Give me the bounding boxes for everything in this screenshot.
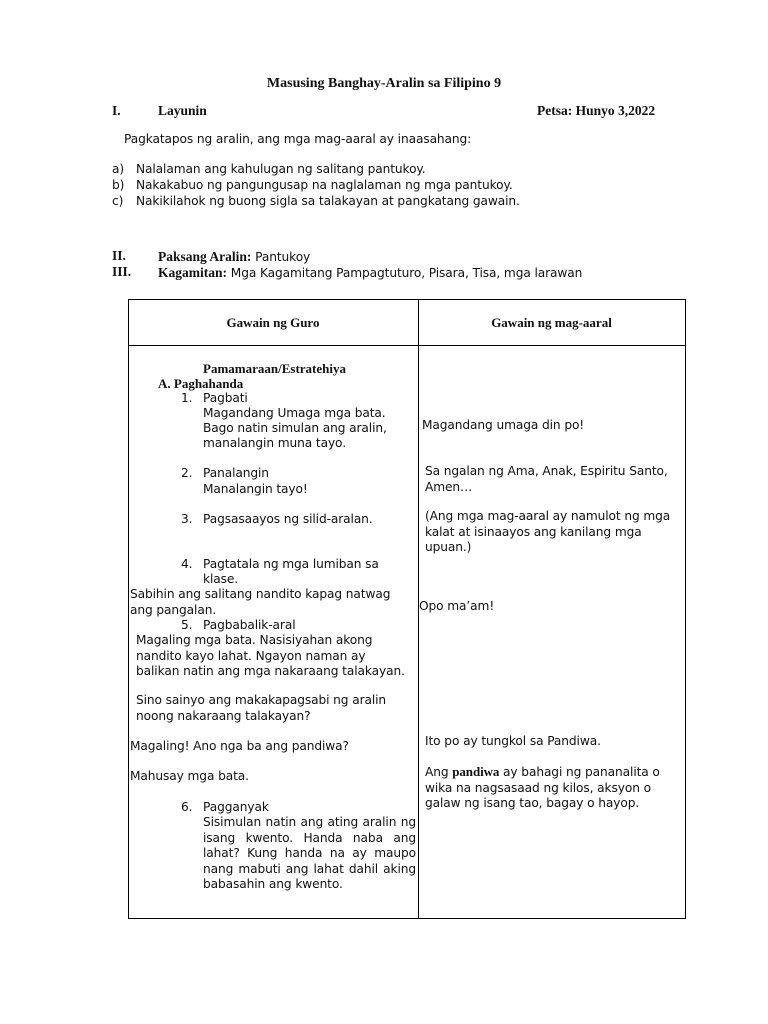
- part-a-heading: A. Paghahanda: [158, 376, 244, 391]
- intro-text: Pagkatapos ng aralin, ang mga mag-aaral ay inaasahang:: [124, 132, 472, 146]
- step-title: Pagtatala ng mga lumiban sa: [203, 557, 379, 571]
- section-number: II.: [112, 248, 126, 263]
- student-pandiwa-definition: [425, 764, 677, 812]
- student-present: Opo ma’am!: [419, 599, 495, 613]
- praise-text: Mahusay mga bata.: [130, 769, 249, 783]
- objective-letter: c): [112, 194, 124, 208]
- review-question: Sino sainyo ang makakapagsabi ng aralin noong nakaraang talakayan?: [136, 693, 387, 723]
- student-greeting: Magandang umaga din po!: [422, 418, 585, 432]
- objective-letter: a): [112, 162, 125, 176]
- table-border-top: [128, 299, 685, 300]
- materials-line: [158, 264, 582, 282]
- step-number: 4.: [181, 557, 193, 571]
- objective-text: Nalalaman ang kahulugan ng salitang pantukoy.: [136, 162, 426, 176]
- section-label: Layunin: [158, 103, 207, 118]
- table-border-bottom: [128, 918, 685, 919]
- step-line: Manalangin tayo!: [203, 482, 308, 496]
- step-line: Magandang Umaga mga bata.: [203, 406, 386, 420]
- step-line: manalangin muna tayo.: [203, 436, 346, 450]
- step-title: Pagsasaayos ng silid-aralan.: [203, 512, 373, 526]
- student-prayer: Sa ngalan ng Ama, Anak, Espiritu Santo, Amen…: [425, 464, 668, 494]
- step-title: Pagbabalik-aral: [203, 618, 296, 632]
- definition-term: pandiwa: [452, 764, 500, 779]
- step-number: 3.: [181, 512, 193, 526]
- pandiwa-question: Magaling! Ano nga ba ang pandiwa?: [130, 739, 349, 753]
- definition-prefix: Ang: [425, 765, 453, 779]
- student-cleanup: (Ang mga mag-aaral ay namulot ng mga kalat at isinaayos ang kanilang mga upuan.): [425, 509, 671, 554]
- step-line: Bago natin simulan ang aralin,: [203, 421, 387, 435]
- objective-text: Nakikilahok ng buong sigla sa talakayan at pangkatang gawain.: [136, 194, 520, 208]
- objective-letter: b): [112, 178, 125, 192]
- section-number: III.: [112, 264, 132, 279]
- topic-label: Paksang Aralin:: [158, 249, 252, 264]
- step-number: 2.: [181, 466, 193, 480]
- step-title: Pagbati: [203, 391, 248, 405]
- step-title: Pagganyak: [203, 800, 269, 814]
- roll-call-instruction: Sabihin ang salitang nandito kapag natwag ang pangalan.: [130, 587, 391, 617]
- objective-text: Nakakabuo ng pangungusap na naglalaman ng mga pantukoy.: [136, 178, 513, 192]
- step-number: 1.: [181, 391, 193, 405]
- topic-value: Pantukoy: [251, 250, 311, 264]
- method-title: Pamamaraan/Estratehiya: [203, 361, 346, 376]
- section-number: I.: [112, 103, 121, 118]
- student-topic-answer: Ito po ay tungkol sa Pandiwa.: [425, 734, 601, 748]
- table-header-divider: [128, 345, 685, 346]
- header-student-activity: Gawain ng mag-aaral: [491, 315, 612, 330]
- materials-value: Mga Kagamitang Pampagtuturo, Pisara, Tisa, mga larawan: [227, 266, 583, 280]
- date-label: Petsa: Hunyo 3,2022: [537, 103, 656, 118]
- table-border-right: [685, 299, 686, 919]
- step-number: 5.: [181, 618, 193, 632]
- motivation-text: Sisimulan natin ang ating aralin ng isang kwento. Handa naba ang lahat? Kung handa na ay maupo nang mabuti ang lahat dahil aking babasahin ang kwento.: [203, 815, 416, 891]
- review-text: Magaling mga bata. Nasisiyahan akong nandito kayo lahat. Ngayon naman ay balikan natin ang mga nakaraang talakayan.: [136, 633, 405, 678]
- page-title: Masusing Banghay-Aralin sa Filipino 9: [266, 76, 502, 91]
- step-number: 6.: [181, 800, 193, 814]
- materials-label: Kagamitan:: [158, 265, 227, 280]
- table-border-left: [128, 299, 129, 919]
- header-teacher-activity: Gawain ng Guro: [226, 315, 320, 330]
- step-title-cont: klase.: [203, 572, 239, 586]
- definition-body: ay bahagi ng pananalita o wika na nagsasaad ng kilos, aksyon o galaw ng isang tao, bagay o hayop.: [425, 765, 660, 810]
- step-title: Panalangin: [203, 466, 269, 480]
